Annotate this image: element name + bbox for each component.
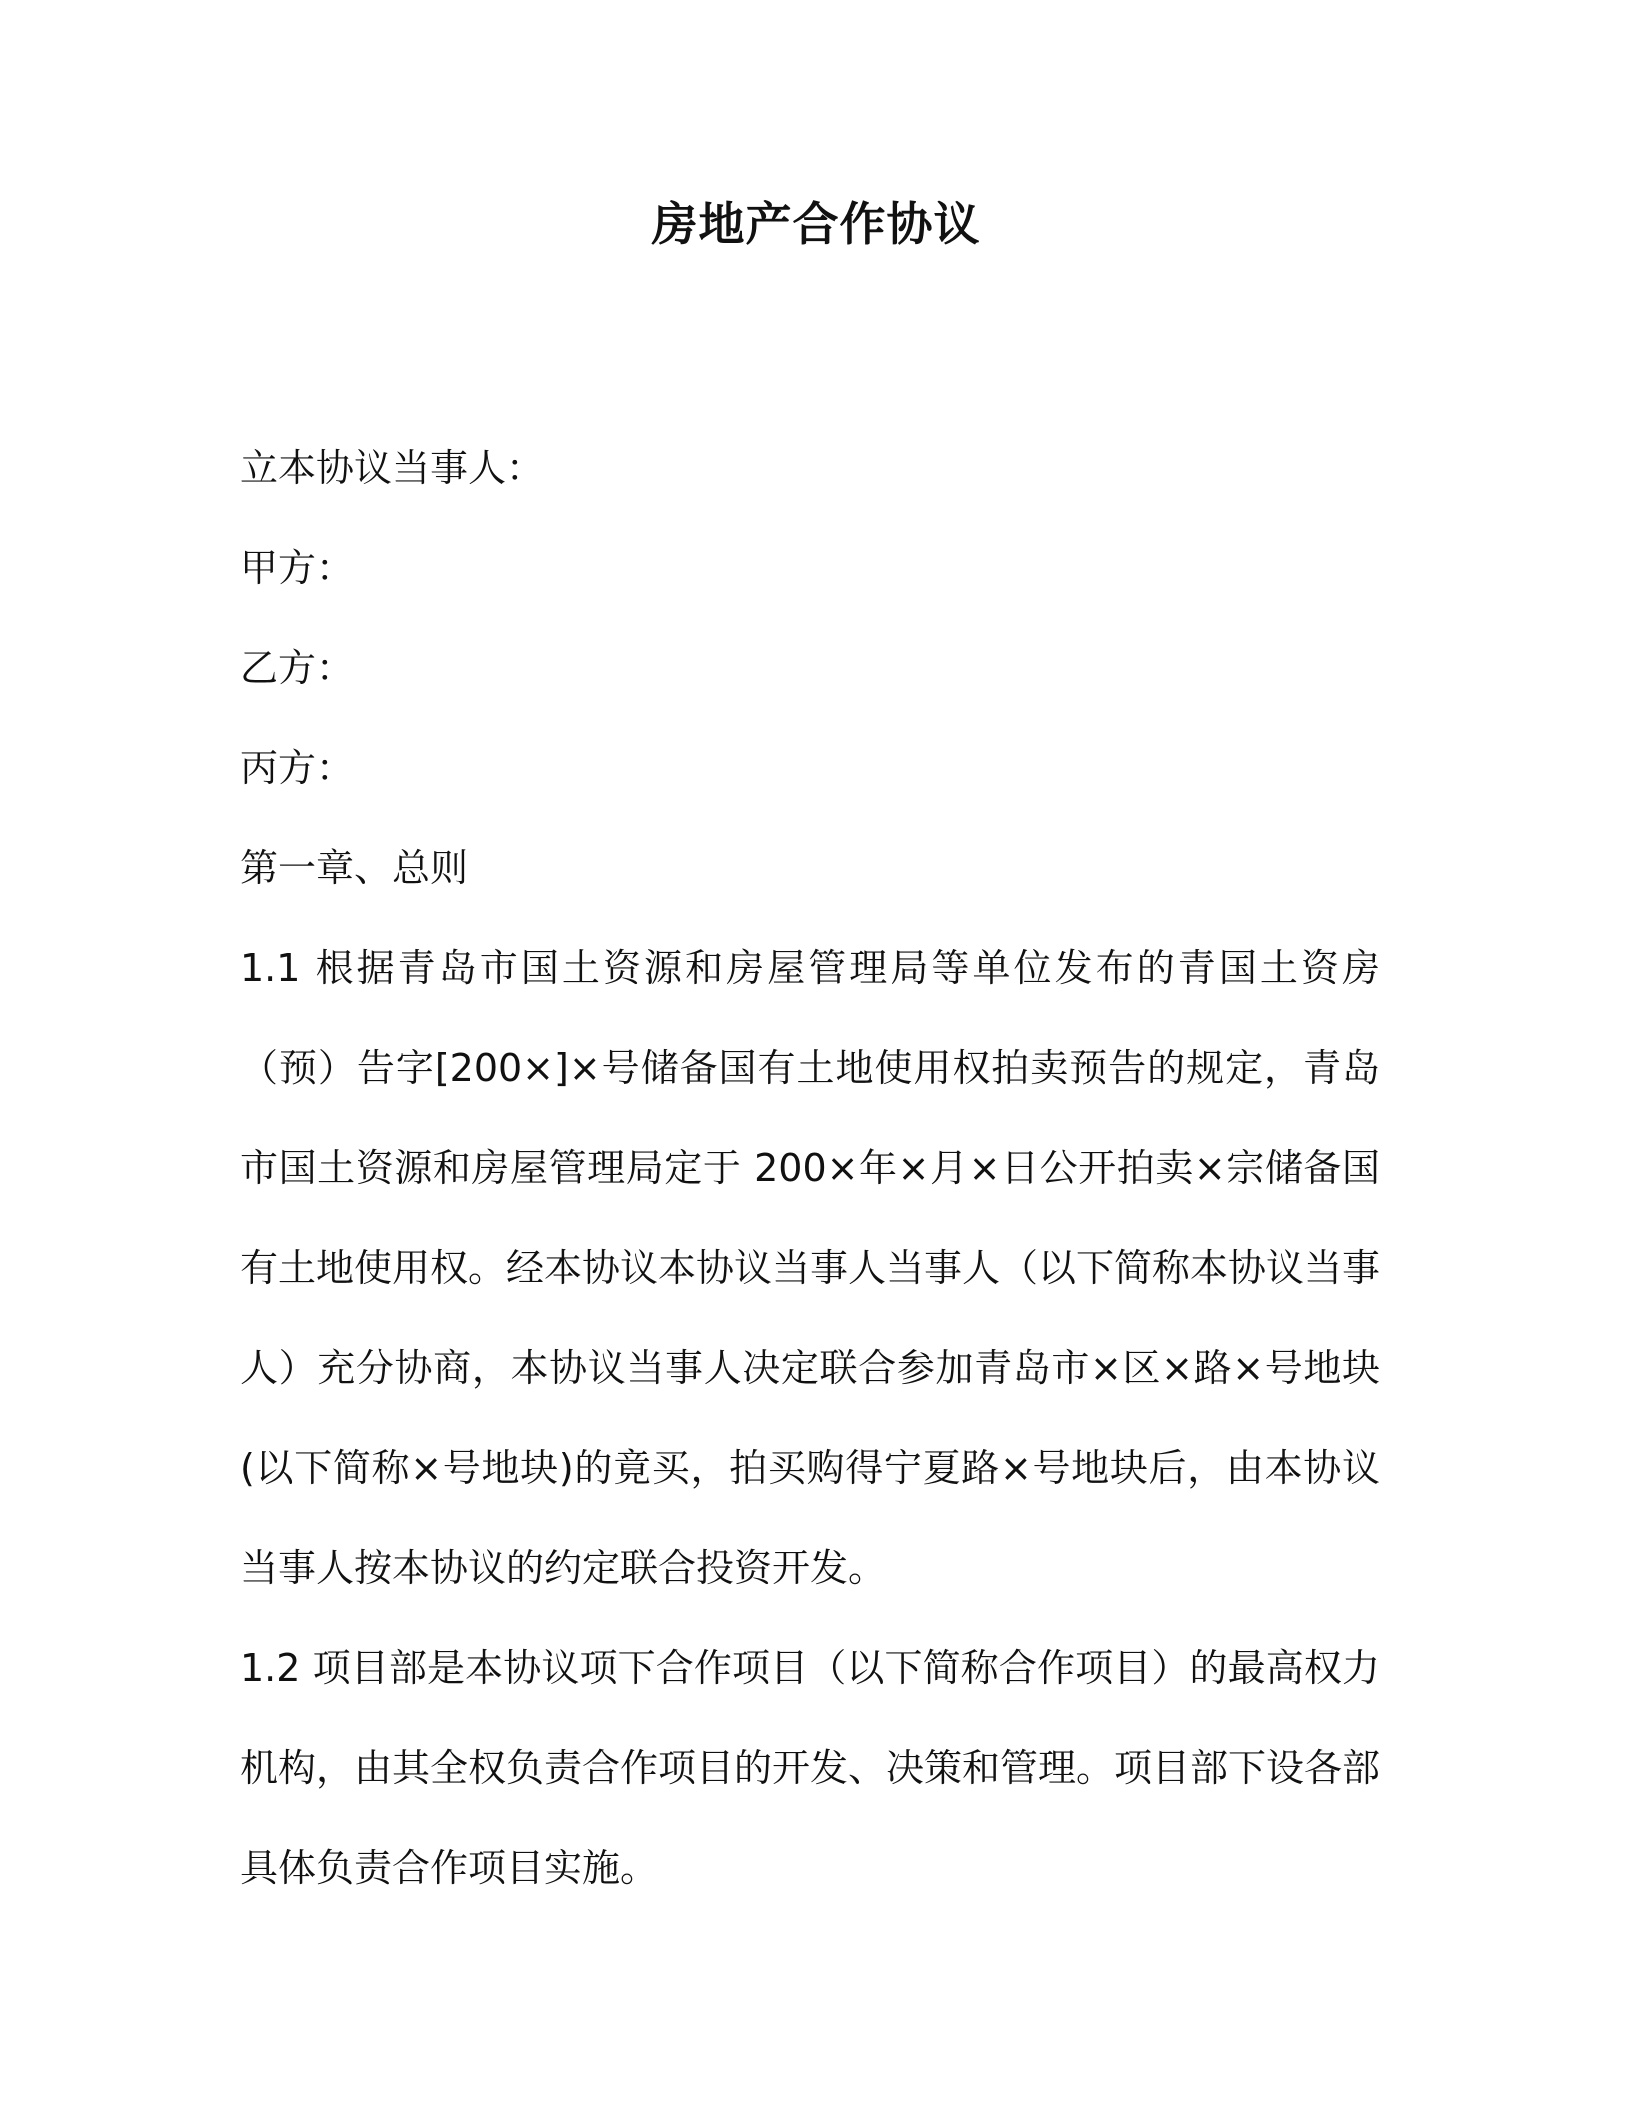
chapter-heading: 第一章、总则 [240,846,469,890]
document-title: 房地产合作协议 [651,197,981,251]
clause-1-2: 1.2 项目部是本协议项下合作项目（以下简称合作项目）的最高权力机构，由其全权负责合作项目的开发、决策和管理。项目部下设各部具体负责合作项目实施。 [240,1646,1381,1890]
parties-intro: 立本协议当事人： [240,446,545,490]
party-a-line: 甲方： [240,546,355,590]
party-c-line: 丙方： [240,746,355,790]
clause-1-1: 1.1 根据青岛市国土资源和房屋管理局等单位发布的青国土资房（预）告字[200×]×号储备国有土地使用权拍卖预告的规定，青岛市国土资源和房屋管理局定于 200×年×月×日公开拍卖×宗储备国有土地使用权。经本协议本协议当事人当事人（以下简称本协议当事人）充分协商，本协议当事人决定联合参加青岛市×区×路×号地块(以下简称×号地块)的竟买，拍买购得宁夏路×号地块后，由本协议当事人按本协议的约定联合投资开发。 [240,946,1381,1590]
document-body [240,418,1380,1918]
party-b-line: 乙方： [240,646,355,690]
